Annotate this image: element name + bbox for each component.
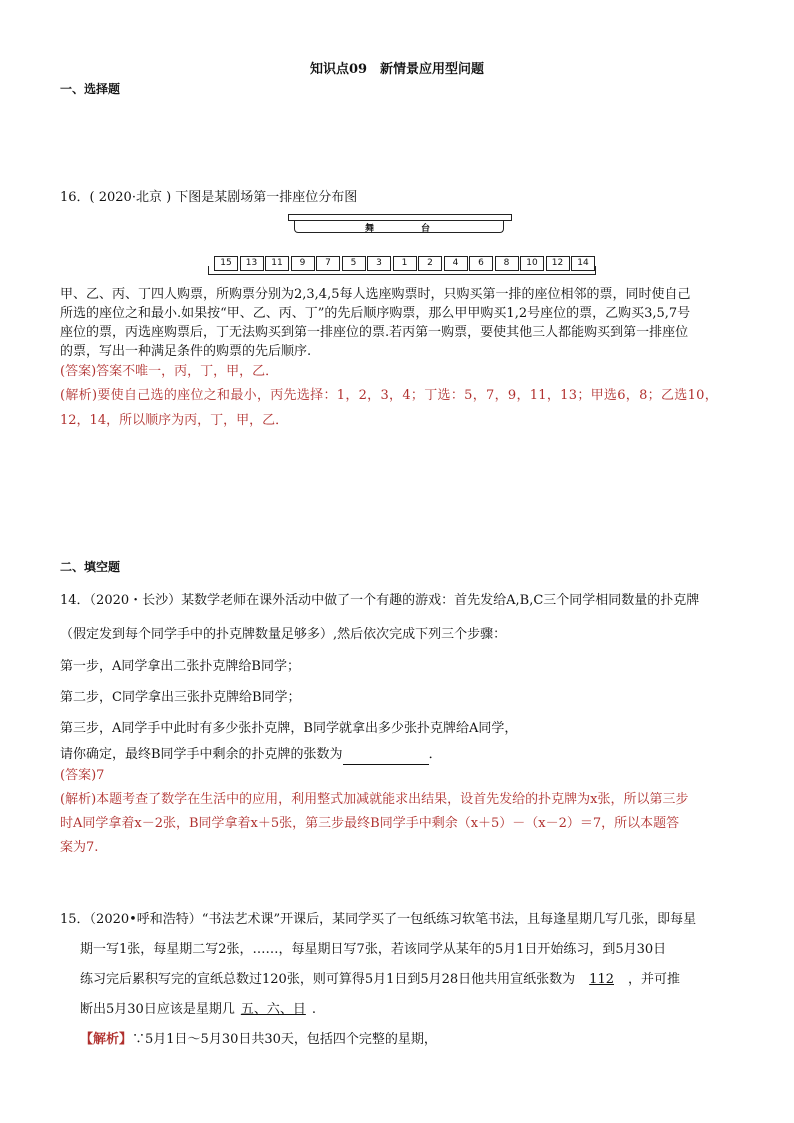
q15-line-4-text: 断出5月30日应该是星期几 <box>80 1002 235 1017</box>
seat-2: 2 <box>418 256 442 271</box>
q15-blank-2: 五、六、日 <box>240 1002 306 1017</box>
q15-line-2: 期一写1张，每星期二写2张，……，每星期日写7张，若该同学从某年的5月1日开始练习，到5月30日 <box>80 942 667 957</box>
seat-4: 4 <box>444 256 468 271</box>
q14-step-3: 第三步，A同学手中此时有多少张扑克牌，B同学就拿出多少张扑克牌给A同学， <box>60 721 518 736</box>
q14-question-text: 请你确定，最终B同学手中剩余的扑克牌的张数为 <box>60 747 343 762</box>
q15-analysis-tag: 【解析】 <box>80 1032 133 1047</box>
seat-10: 10 <box>520 256 544 271</box>
q15-line-3-end: ，并可推 <box>628 972 681 987</box>
q16-stem: 16．( 2020·北京 ) 下图是某剧场第一排座位分布图 <box>60 190 358 205</box>
seat-15: 15 <box>214 256 238 271</box>
q14-line-1: 14．（2020・长沙）某数学老师在课外活动中做了一个有趣的游戏：首先发给A,B,C三个同学相同数量的扑克牌 <box>60 593 700 608</box>
q16-body-line-4: 的票，写出一种满足条件的购票的先后顺序. <box>60 344 312 359</box>
q15-blank-1: 112 <box>589 972 614 987</box>
q16-analysis-line-2: 12，14，所以顺序为丙，丁，甲，乙． <box>60 413 289 428</box>
seat-6: 6 <box>469 256 493 271</box>
stage-label-1: 舞 <box>365 224 375 234</box>
seat-12: 12 <box>546 256 570 271</box>
section-heading-choice: 一、选择题 <box>60 82 121 96</box>
q14-answer-blank <box>343 745 429 765</box>
seat-14: 14 <box>571 256 595 271</box>
q16-body-line-3: 座位的票，丙选座购票后，丁无法购买到第一排座位的票.若丙第一购票，要使其他三人都能购买到第一排座位 <box>60 325 689 340</box>
q14-step-1: 第一步，A同学拿出二张扑克牌给B同学； <box>60 659 300 674</box>
q15-analysis-text: ∵5月1日～5月30日共30天，包括四个完整的星期， <box>132 1032 437 1047</box>
q14-question <box>60 745 740 765</box>
q14-analysis-line-2: 时A同学拿着x－2张，B同学拿着x＋5张，第三步最终B同学手中剩余（x＋5）－（x－2）＝7，所以本题答 <box>60 816 680 831</box>
seat-7: 7 <box>316 256 340 271</box>
stage-label-2: 台 <box>421 224 431 234</box>
q15-line-4-end: . <box>311 1002 316 1017</box>
page-title: 知识点09 新情景应用型问题 <box>309 62 485 77</box>
q14-analysis-line-1: (解析)本题考查了数学在生活中的应用，利用整式加减就能求出结果，设首先发给的扑克牌为x张，所以第三步 <box>60 792 689 807</box>
q16-body-line-2: 所选的座位之和最小.如果按“甲、乙、丙、丁”的先后顺序购票，那么甲甲购买1,2号座位的票，乙购买3,5,7号 <box>60 306 691 321</box>
seat-13: 13 <box>240 256 264 271</box>
q14-step-2: 第二步，C同学拿出三张扑克牌给B同学； <box>60 690 301 705</box>
section-heading-fill: 二、填空题 <box>60 560 121 574</box>
q14-question-end: ． <box>428 747 442 762</box>
seat-1: 1 <box>393 256 417 271</box>
stage-body <box>294 220 504 233</box>
q15-line-3-text: 练习完后累积写完的宣纸总数过120张，则可算得5月1日到5月28日他共用宣纸张数为 <box>80 972 576 987</box>
q15-analysis <box>80 1030 740 1049</box>
q16-answer: (答案)答案不唯一，丙，丁，甲，乙． <box>60 364 279 379</box>
seat-row <box>208 254 596 280</box>
q14-analysis-line-3: 案为7. <box>60 840 99 855</box>
q14-line-2: （假定发到每个同学手中的扑克牌数量足够多）,然后依次完成下列三个步骤： <box>60 627 507 642</box>
seat-5: 5 <box>342 256 366 271</box>
q15-line-4 <box>80 1000 740 1019</box>
seat-3: 3 <box>367 256 391 271</box>
q16-body-line-1: 甲、乙、丙、丁四人购票，所购票分别为2,3,4,5每人选座购票时，只购买第一排的座位相邻的票，同时使自己 <box>60 287 691 302</box>
q15-line-1: 15．（2020•呼和浩特）“书法艺术课”开课后，某同学买了一包纸练习软笔书法，且每逢星期几写几张，即每星 <box>60 912 697 927</box>
seat-9: 9 <box>291 256 315 271</box>
seat-8: 8 <box>495 256 519 271</box>
q16-analysis-line-1: (解析)要使自己选的座位之和最小，丙先选择：1，2，3，4；丁选：5，7，9，11，13；甲选6，8；乙选10， <box>60 388 719 403</box>
seat-11: 11 <box>265 256 289 271</box>
q15-line-3 <box>80 970 740 989</box>
stage-figure <box>288 214 510 234</box>
q14-answer: (答案)7 <box>60 768 105 783</box>
